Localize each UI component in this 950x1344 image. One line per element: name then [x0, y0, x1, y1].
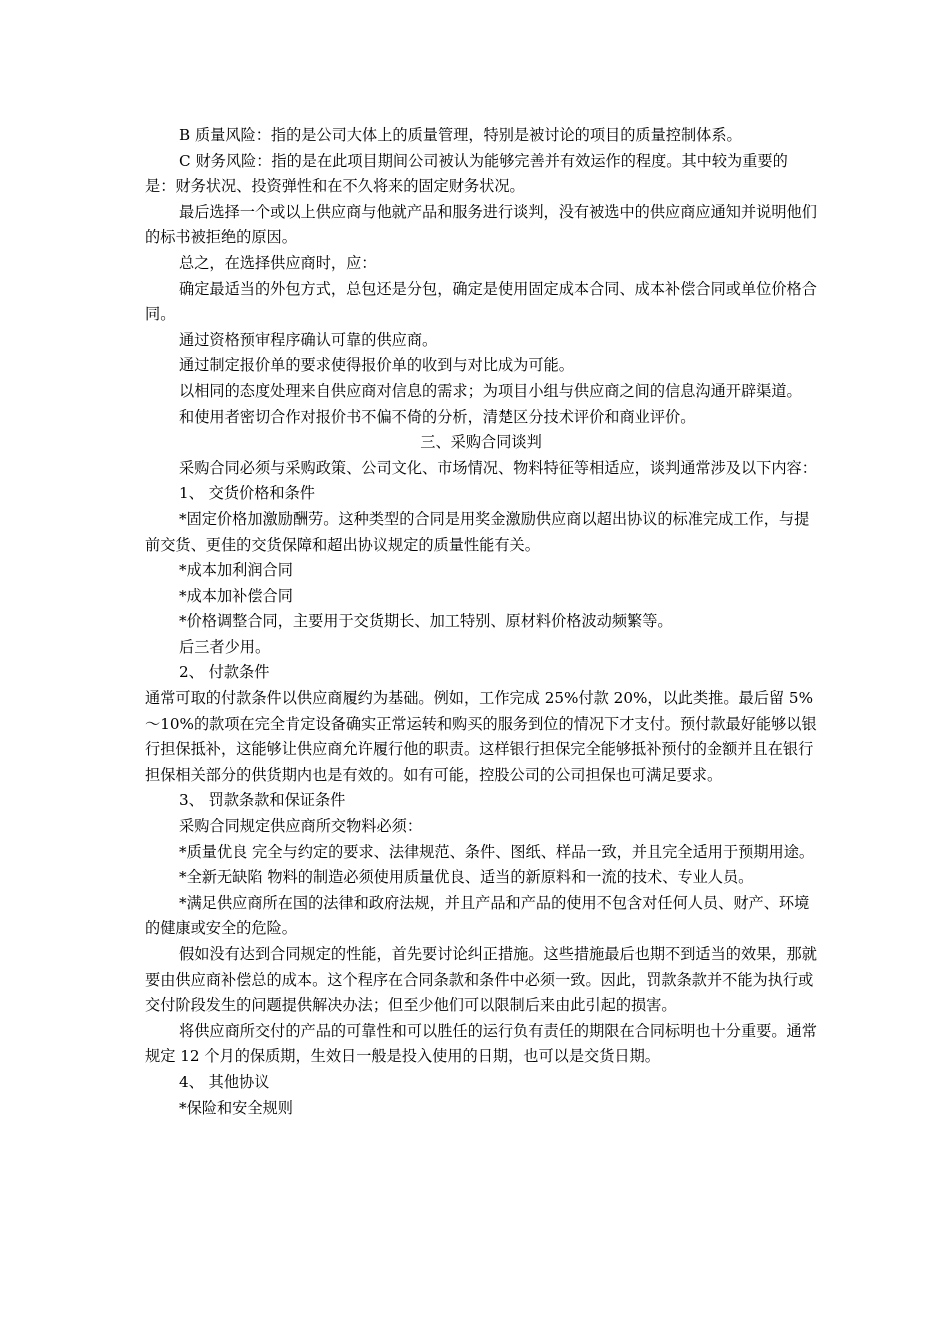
list-item: *全新无缺陷 物料的制造必须使用质量优良、适当的新原料和一流的技术、专业人员。	[179, 868, 754, 887]
list-item: *固定价格加激励酬劳。这种类型的合同是用奖金激励供应商以超出协议的标准完成工作，与提前交货、更佳的交货保障和超出协议规定的质量性能有关。	[145, 509, 810, 554]
paragraph: 通过资格预审程序确认可靠的供应商。	[179, 330, 438, 349]
subsection-heading: 3、 罚款条款和保证条件	[179, 791, 346, 810]
paragraph: B 质量风险：指的是公司大体上的质量管理，特别是被讨论的项目的质量控制体系。	[179, 126, 742, 144]
paragraph: 以相同的态度处理来自供应商对信息的需求；为项目小组与供应商之间的信息沟通开辟渠道。	[179, 381, 802, 400]
section-heading: 三、采购合同谈判	[420, 433, 542, 452]
paragraph: 采购合同规定供应商所交物料必须：	[179, 817, 422, 836]
paragraph: 通过制定报价单的要求使得报价单的收到与对比成为可能。	[179, 356, 574, 375]
paragraph: 确定最适当的外包方式，总包还是分包，确定是使用固定成本合同、成本补偿合同或单位价格合同。	[145, 279, 817, 324]
paragraph: 采购合同必须与采购政策、公司文化、市场情况、物料特征等相适应，谈判通常涉及以下内容：	[179, 458, 817, 477]
list-item: *保险和安全规则	[179, 1098, 293, 1117]
list-item: *价格调整合同，主要用于交货期长、加工特别、原材料价格波动频繁等。	[179, 612, 673, 631]
subsection-heading: 1、 交货价格和条件	[179, 484, 315, 503]
paragraph: 将供应商所交付的产品的可靠性和可以胜任的运行负有责任的期限在合同标明也十分重要。通常规定 12 个月的保质期，生效日一般是投入使用的日期，也可以是交货日期。	[145, 1021, 817, 1066]
document-page	[145, 123, 817, 1121]
list-item: *成本加利润合同	[179, 561, 293, 580]
subsection-heading: 2、 付款条件	[179, 663, 270, 682]
paragraph: 最后选择一个或以上供应商与他就产品和服务进行谈判，没有被选中的供应商应通知并说明他们的标书被拒绝的原因。	[145, 202, 817, 247]
list-item: *质量优良 完全与约定的要求、法律规范、条件、图纸、样品一致，并且完全适用于预期用途。	[179, 842, 815, 861]
paragraph: 和使用者密切合作对报价书不偏不倚的分析，清楚区分技术评价和商业评价。	[179, 407, 696, 426]
paragraph: C 财务风险：指的是在此项目期间公司被认为能够完善并有效运作的程度。其中较为重要的是：财务状况、投资弹性和在不久将来的固定财务状况。	[145, 151, 788, 196]
list-item: *满足供应商所在国的法律和政府法规，并且产品和产品的使用不包含对任何人员、财产、环境的健康或安全的危险。	[145, 893, 810, 938]
list-item: *成本加补偿合同	[179, 586, 293, 605]
paragraph: 后三者少用。	[179, 637, 271, 656]
paragraph: 假如没有达到合同规定的性能，首先要讨论纠正措施。这些措施最后也期不到适当的效果，那就要由供应商补偿总的成本。这个程序在合同条款和条件中必须一致。因此，罚款条款并不能为执行或交付阶段发生的问题提供解决办法；但至少他们可以限制后来由此引起的损害。	[145, 945, 817, 1015]
paragraph: 通常可取的付款条件以供应商履约为基础。例如，工作完成 25%付款 20%，以此类推。最后留 5%～10%的款项在完全肯定设备确实正常运转和购买的服务到位的情况下才支付。预付款最好能够以银行担保抵补，这能够让供应商允许履行他的职责。这样银行担保完全能够抵补预付的金额并且在银行担保相关部分的供货期内也是有效的。如有可能，控股公司的公司担保也可满足要求。	[145, 689, 817, 784]
subsection-heading: 4、 其他协议	[179, 1072, 270, 1091]
paragraph: 总之，在选择供应商时，应：	[179, 253, 377, 272]
